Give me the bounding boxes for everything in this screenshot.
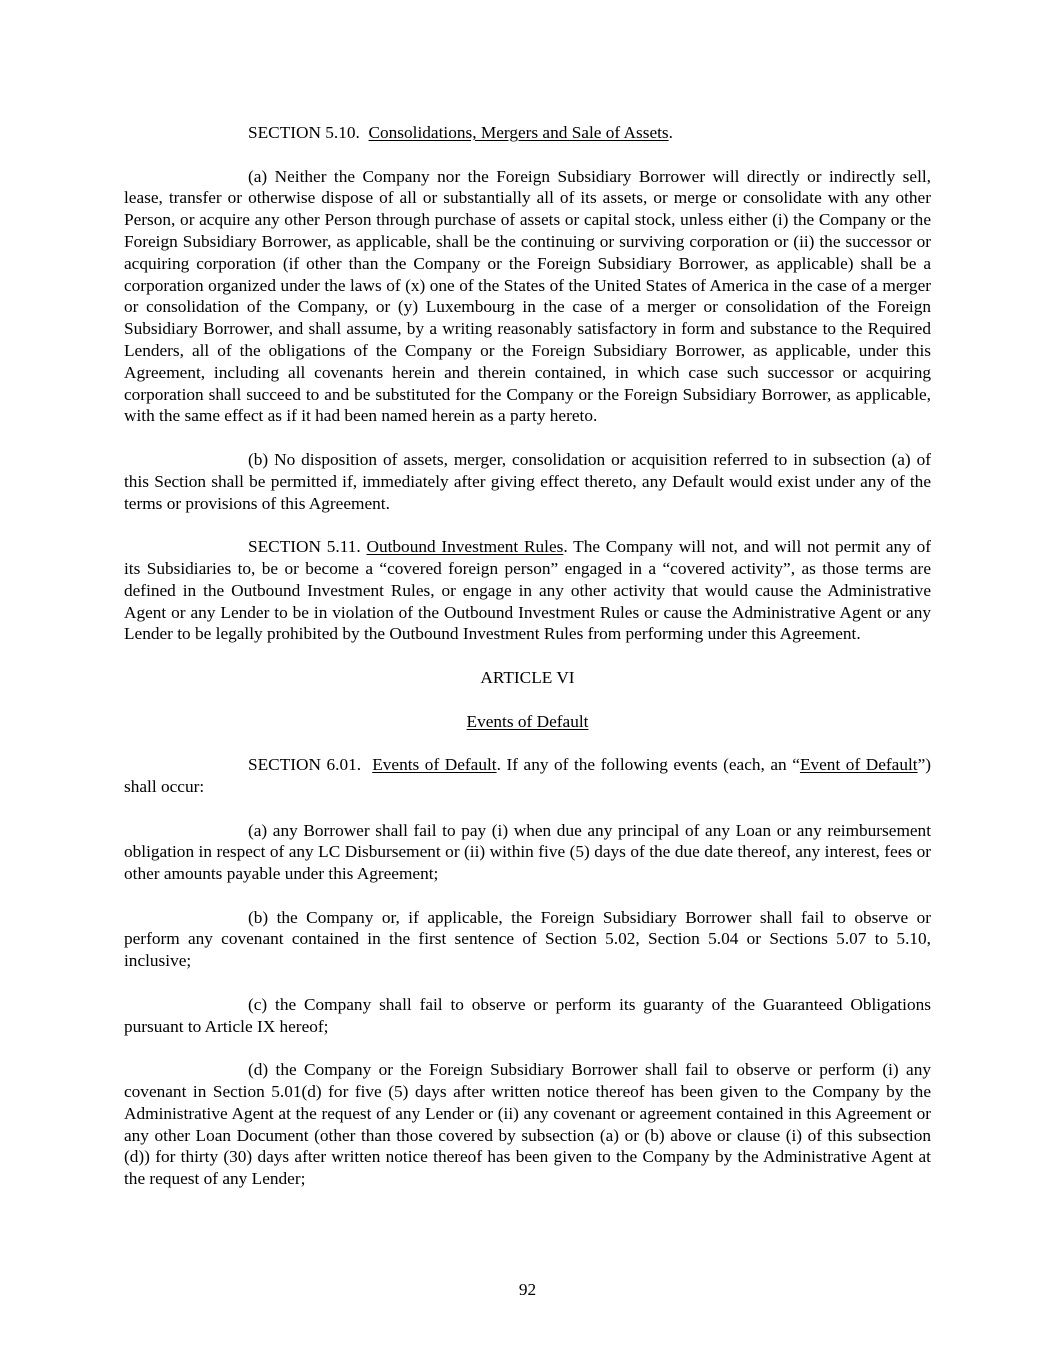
section-label: SECTION 6.01. [248,755,362,775]
section-5-10-paragraph-a: (a) Neither the Company nor the Foreign Subsidiary Borrower will directly or indirectly sell, lease, transfer or otherwise dispose of all or substantially all of its assets, or merge or consolidate with any other Person, or acquire any other Person through purchase of assets or capital stock, unless either (i) the Company or the Foreign Subsidiary Borrower, as applicable, shall be the continuing or surviving corporation or (ii) the successor or acquiring corporation (if other than the Company or the Foreign Subsidiary Borrower, as applicable) shall be a corporation organized under the laws of (x) one of the States of the United States of America in the case of a merger or consolidation of the Company, or (y) Luxembourg in the case of a merger or consolidation of the Foreign Subsidiary Borrower, and shall assume, by a writing reasonably satisfactory in form and substance to the Required Lenders, all of the obligations of the Company or the Foreign Subsidiary Borrower, as applicable, under this Agreement, including all covenants herein and therein contained, in which case such successor or acquiring corporation shall succeed to and be substituted for the Company or the Foreign Subsidiary Borrower, as applicable, with the same effect as if it had been named herein as a party hereto. [124,166,931,426]
document-page [124,122,931,1212]
section-label: SECTION 5.10. [248,123,360,142]
section-title: Events of Default [372,755,497,775]
section-6-01-paragraph-c: (c) the Company shall fail to observe or perform its guaranty of the Guaranteed Obligations pursuant to Article IX hereof; [124,994,931,1036]
section-5-10-heading: SECTION 5.10. Consolidations, Mergers and Sale of Assets. [248,123,673,142]
section-title: Outbound Investment Rules [366,537,564,557]
page-number: 92 [518,1280,537,1299]
section-6-01-heading: SECTION 6.01. Events of Default. If any of the following events (each, an “Event of Default”) shall occur: [124,755,932,796]
article-title: Events of Default [466,711,589,731]
defined-term: Event of Default [799,755,918,775]
section-label: SECTION 5.11. [248,537,361,557]
section-6-01-paragraph-b: (b) the Company or, if applicable, the Foreign Subsidiary Borrower shall fail to observe or perform any covenant contained in the first sentence of Section 5.02, Section 5.04 or Sections 5.07 to 5.10, inclusive; [124,907,931,971]
section-5-11-paragraph: SECTION 5.11. Outbound Investment Rules. The Company will not, and will not permit any of its Subsidiaries to, be or become a “covered foreign person” engaged in a “covered activity”, as those terms are defined in the Outbound Investment Rules, or engage in any other activity that would cause the Administrative Agent or any Lender to be in violation of the Outbound Investment Rules or cause the Administrative Agent or any Lender to be legally prohibited by the Outbound Investment Rules from performing under this Agreement. [124,537,931,644]
section-5-10-paragraph-b: (b) No disposition of assets, merger, consolidation or acquisition referred to in subsection (a) of this Section shall be permitted if, immediately after giving effect thereto, any Default would exist under any of the terms or provisions of this Agreement. [124,449,931,513]
section-6-01-paragraph-a: (a) any Borrower shall fail to pay (i) when due any principal of any Loan or any reimbursement obligation in respect of any LC Disbursement or (ii) within five (5) days of the due date thereof, any interest, fees or other amounts payable under this Agreement; [124,820,931,884]
article-heading: ARTICLE VI [480,667,575,687]
section-6-01-paragraph-d: (d) the Company or the Foreign Subsidiary Borrower shall fail to observe or perform (i) any covenant in Section 5.01(d) for five (5) days after written notice thereof has been given to the Company by the Administrative Agent at the request of any Lender or (ii) any covenant or agreement contained in this Agreement or any other Loan Document (other than those covered by subsection (a) or (b) above or clause (i) of this subsection (d)) for thirty (30) days after written notice thereof has been given to the Company by the Administrative Agent at the request of any Lender; [124,1060,931,1189]
section-title: Consolidations, Mergers and Sale of Assets [368,123,669,142]
